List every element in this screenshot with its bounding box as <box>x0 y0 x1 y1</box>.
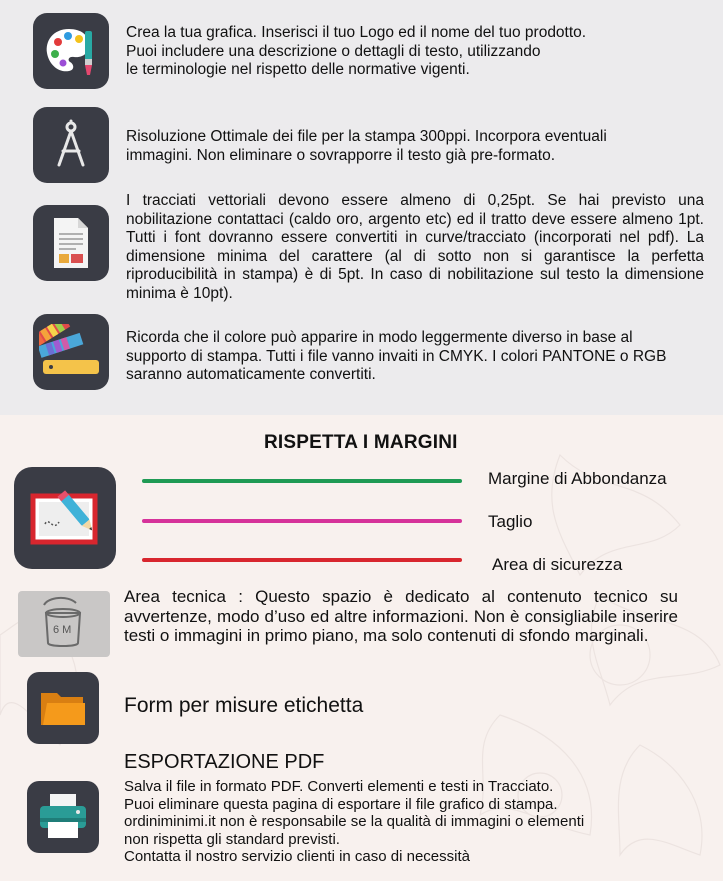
vectors-text: I tracciati vettoriali devono essere almeno di 0,25pt. Se hai previsto una nobilitazione contattaci (caldo oro, argento etc) ed il tratto deve essere almeno 1pt. Tutti i font dovranno essere convertiti in curve/tracciato (incorporati nel pdf). La dimensione minima del carattere (al di sotto non si garantisce la perfetta riproducibilità in stampa) è di 5pt. In caso di nobilitazione sul testo la dimensione minima è 10pt). <box>126 192 704 302</box>
jar-badge: 6 M <box>53 624 72 636</box>
safe-area-label: Area di sicurezza <box>492 555 623 574</box>
graphic-text: Crea la tua grafica. Inserisci il tuo Logo ed il nome del tuo prodotto. Puoi includere una descrizione o dettagli di testo, utilizzando le terminologie nel rispetto delle normative vigenti. <box>126 24 587 78</box>
printer-tile <box>27 781 99 853</box>
cut-label: Taglio <box>488 512 533 531</box>
technical-tile <box>18 591 110 657</box>
safe-area-line <box>142 558 462 562</box>
palette-icon <box>41 21 101 81</box>
technical-text: Area tecnica : Questo spazio è dedicato al contenuto tecnico su avvertenze, modo d’uso ed altre informazioni. Non è consigliabile inserire testi o immagini in primo piano, ma solo contenuti di sfondo marginali. <box>124 587 678 645</box>
margins-title: RISPETTA I MARGINI <box>264 432 458 453</box>
bleed-margin-line <box>142 479 462 483</box>
resolution-text: Risoluzione Ottimale dei file per la stampa 300ppi. Incorpora eventuali immagini. Non eliminare o sovrapporre il testo già pre-formato. <box>126 128 607 164</box>
compass-tile <box>33 107 109 183</box>
bleed-margin-label: Margine di Abbondanza <box>488 469 667 488</box>
edit-canvas-icon <box>23 476 107 560</box>
export-title: ESPORTAZIONE PDF <box>124 751 325 773</box>
document-tile <box>33 205 109 281</box>
folder-tile[interactable] <box>27 672 99 744</box>
palette-tile <box>33 13 109 89</box>
document-icon <box>46 214 96 272</box>
export-text: Salva il file in formato PDF. Converti elementi e testi in Tracciato. Puoi eliminare questa pagina di esportare il file grafico di stampa. ordiniminimi.it non è responsabile se la qualità di immagini o elementi non rispetta gli standard previsti. Contatta il nostro servizio clienti in caso di necessità <box>124 778 585 865</box>
compass-icon <box>43 117 99 173</box>
cut-line <box>142 519 462 523</box>
color-swatches-icon <box>39 324 103 380</box>
color-text: Ricorda che il colore può apparire in modo leggermente diverso in base al supporto di stampa. Tutti i file vanno invaiti in CMYK. I colori PANTONE o RGB saranno automaticamente convertiti. <box>126 329 667 383</box>
form-label[interactable]: Form per misure etichetta <box>124 694 364 717</box>
color-tile <box>33 314 109 390</box>
printer-icon <box>36 792 90 842</box>
margins-tile <box>14 467 116 569</box>
folder-icon <box>39 687 87 729</box>
